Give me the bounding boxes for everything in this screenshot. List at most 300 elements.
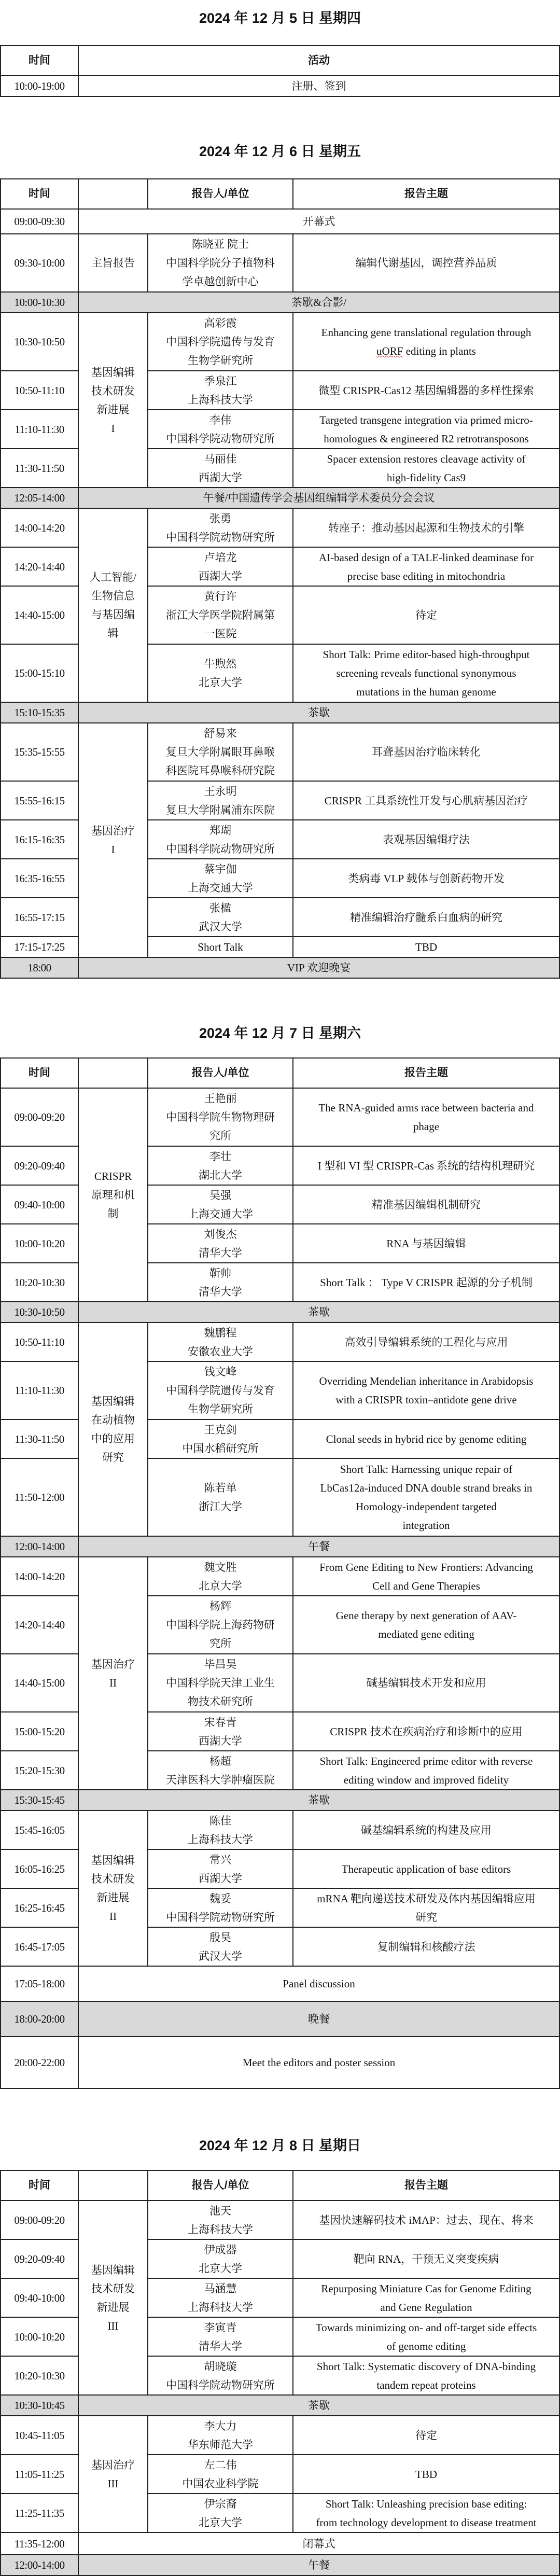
talk-row: [1, 1557, 559, 1596]
speaker-cell: [148, 410, 293, 449]
topic-line: 待定: [415, 2429, 437, 2442]
header-time: 时间: [1, 46, 78, 76]
topic-line: 微型 CRISPR-Cas12 基因编辑器的多样性探索: [318, 384, 534, 397]
time-cell: 11:10-11:30: [1, 1361, 78, 1419]
speaker-line: 上海交通大学: [188, 1207, 253, 1220]
topic-cell: [293, 820, 559, 859]
day-title-dec5: 2024 年 12 月 5 日 星期四: [199, 10, 361, 26]
session-name-line: 原理和机: [91, 1189, 135, 1201]
day-title-dec7: 2024 年 12 月 7 日 星期六: [199, 1025, 361, 1041]
topic-cell: [293, 1185, 559, 1224]
topic-cell: [293, 410, 559, 449]
speaker-line: 中国科学院动物研究所: [166, 2378, 275, 2391]
time-cell: 14:20-14:40: [1, 547, 78, 586]
time-cell: 14:00-14:20: [1, 508, 78, 547]
speaker-line: 黄行许: [204, 590, 237, 603]
activity-cell: 午餐: [78, 2555, 559, 2575]
speaker-line: 北京大学: [199, 1579, 242, 1592]
topic-line: CRISPR 技术在疾病治疗和诊断中的应用: [330, 1725, 523, 1738]
speaker-line: 究所: [209, 1637, 231, 1650]
topic-cell: [293, 1811, 559, 1849]
topic-line: LbCas12a-induced DNA double strand breaks in: [320, 1482, 533, 1494]
speaker-line: 复旦大学附属浦东医院: [166, 803, 275, 816]
header-row: [1, 2170, 559, 2201]
time-cell: 15:00-15:20: [1, 1712, 78, 1751]
speaker-line: 上海科技大学: [188, 2301, 253, 2314]
speaker-line: 季泉江: [204, 374, 237, 387]
topic-line: precise base editing in mitochondria: [347, 569, 506, 582]
speaker-cell: [148, 1654, 293, 1712]
speaker-cell: [148, 313, 293, 371]
time-cell: 09:40-10:00: [1, 1185, 78, 1224]
topic-line: of genome editing: [386, 2340, 466, 2352]
session-name-line: 新进展: [96, 2301, 130, 2314]
time-cell: 14:40-15:00: [1, 1654, 78, 1712]
speaker-cell: [148, 2494, 293, 2532]
speaker-line: 杨超: [209, 1755, 231, 1767]
topic-line: Short Talk: Systematic discovery of DNA-binding: [316, 2360, 536, 2373]
time-cell: 09:40-10:00: [1, 2278, 78, 2317]
session-name-line: 技术研发: [91, 384, 135, 397]
session-name-line: II: [109, 1676, 117, 1689]
speaker-line: 上海科技大学: [188, 2223, 253, 2236]
speaker-line: 陈佳: [209, 1814, 231, 1827]
header-topic: 报告主题: [293, 179, 559, 209]
break-row: [1, 702, 559, 723]
topic-line: Short Talk: Prime editor-based high-throughput: [323, 648, 530, 661]
speaker-line: 王艳丽: [204, 1092, 237, 1105]
time-cell: 15:00-15:10: [1, 644, 78, 702]
speaker-cell: [148, 937, 293, 957]
activity-cell: 注册、签到: [78, 76, 559, 96]
header-topic: 活动: [78, 46, 559, 76]
session-name-line: 研究: [102, 1451, 124, 1464]
day-title-dec8: 2024 年 12 月 8 日 星期日: [199, 2138, 361, 2153]
activity-cell: 茶歇&合影/: [78, 292, 559, 313]
topic-line: uORF editing in plants: [376, 345, 476, 357]
speaker-line: 武汉大学: [199, 1950, 242, 1962]
time-cell: 15:10-15:35: [1, 702, 78, 723]
topic-cell: [293, 2317, 559, 2356]
speaker-line: 伊成器: [204, 2243, 237, 2256]
time-cell: 10:30-10:50: [1, 313, 78, 371]
topic-cell: [293, 586, 559, 644]
time-cell: 09:00-09:20: [1, 1088, 78, 1146]
break-row: [1, 1536, 559, 1557]
break-row: [1, 2555, 559, 2575]
topic-line: Spacer extension restores cleavage activity of: [327, 452, 526, 465]
topic-line: 高效引导编辑系统的工程化与应用: [344, 1335, 508, 1348]
topic-line: screening reveals functional synonymous: [336, 667, 516, 679]
topic-cell: [293, 723, 559, 781]
topic-cell: [293, 1712, 559, 1751]
header-speaker: 报告人/单位: [148, 1058, 293, 1088]
topic-line: editing window and improved fidelity: [343, 1773, 509, 1786]
session-name-line: 基因编辑: [91, 1854, 135, 1867]
speaker-line: 蔡宇伽: [204, 862, 237, 875]
session-name-cell: [78, 723, 148, 957]
activity-cell: 茶歇: [78, 1302, 559, 1322]
activity-cell: 茶歇: [78, 702, 559, 723]
activity-cell: 茶歇: [78, 2395, 559, 2416]
speaker-line: 北京大学: [199, 2262, 242, 2275]
speaker-line: 马丽佳: [204, 452, 237, 465]
time-cell: 09:30-10:00: [1, 234, 78, 292]
topic-line: Short Talk ： Type V CRISPR 起源的分子机制: [320, 1276, 533, 1289]
topic-line: Towards minimizing on- and off-target side effects: [315, 2321, 537, 2334]
topic-cell: [293, 371, 559, 410]
speaker-line: 中国科学院遗传与发育: [166, 336, 275, 348]
time-cell: 14:40-15:00: [1, 586, 78, 644]
topic-cell: [293, 937, 559, 957]
talk-row: [1, 1322, 559, 1361]
time-cell: 11:25-11:35: [1, 2494, 78, 2532]
time-cell: 15:55-16:15: [1, 781, 78, 820]
session-name-line: 基因治疗: [91, 2458, 135, 2471]
activity-cell: VIP 欢迎晚宴: [78, 957, 559, 978]
session-name-line: CRISPR: [94, 1170, 132, 1182]
time-cell: 15:45-16:05: [1, 1811, 78, 1849]
speaker-line: 魏文胜: [204, 1561, 237, 1574]
speaker-line: 高彩霞: [204, 317, 237, 329]
time-cell: 16:55-17:15: [1, 898, 78, 937]
time-cell: 12:00-14:00: [1, 1536, 78, 1557]
speaker-line: 伊宗裔: [204, 2497, 237, 2510]
speaker-cell: [148, 1849, 293, 1888]
speaker-line: 吴强: [209, 1189, 231, 1202]
header-session: [78, 2170, 148, 2201]
topic-cell: [293, 1419, 559, 1458]
topic-line: Cell and Gene Therapies: [372, 1579, 480, 1592]
speaker-line: 中国科学院生物物理研: [166, 1111, 275, 1123]
header-row: [1, 1058, 559, 1088]
header-time: 时间: [1, 1058, 78, 1088]
speaker-line: 中国水稻研究所: [182, 1442, 259, 1455]
time-cell: 09:20-09:40: [1, 2239, 78, 2278]
speaker-line: 宋春青: [204, 1716, 237, 1729]
speaker-cell: [148, 1596, 293, 1654]
topic-line: mediated gene editing: [378, 1628, 474, 1640]
time-cell: 20:00-22:00: [1, 2037, 78, 2088]
time-cell: 11:50-12:00: [1, 1458, 78, 1536]
topic-cell: [293, 781, 559, 820]
time-cell: 16:35-16:55: [1, 859, 78, 898]
speaker-line: 浙江大学: [199, 1500, 242, 1513]
topic-line: Gene therapy by next generation of AAV-: [335, 1609, 517, 1622]
speaker-line: 陈晓亚 院士: [191, 238, 249, 250]
session-name-line: 新进展: [96, 1891, 130, 1904]
topic-cell: [293, 1361, 559, 1419]
time-cell: 18:00-20:00: [1, 2001, 78, 2037]
schedule-table-dec6: [0, 178, 560, 979]
speaker-line: 中国农业科学院: [182, 2477, 259, 2490]
topic-cell: [293, 313, 559, 371]
session-name-cell: [78, 1811, 148, 1966]
talk-row: [1, 2201, 559, 2239]
break-row: [1, 2001, 559, 2037]
activity-cell: 开幕式: [78, 209, 559, 234]
session-name-line: 在动植物: [91, 1414, 135, 1426]
topic-line: Enhancing gene translational regulation through: [321, 326, 531, 339]
session-name-cell: [78, 1557, 148, 1790]
session-name-cell: [78, 508, 148, 702]
topic-line: integration: [402, 1519, 450, 1531]
session-name-line: 新进展: [96, 403, 130, 416]
time-cell: 15:35-15:55: [1, 723, 78, 781]
speaker-cell: [148, 2278, 293, 2317]
topic-line: AI-based design of a TALE-linked deaminase for: [318, 551, 534, 564]
speaker-line: 武汉大学: [199, 920, 242, 933]
speaker-line: 魏妥: [209, 1892, 231, 1905]
session-name-line: II: [109, 1910, 117, 1923]
topic-cell: [293, 2416, 559, 2455]
speaker-line: 李伟: [209, 413, 231, 426]
speaker-line: 湖北大学: [199, 1168, 242, 1181]
speaker-cell: [148, 1751, 293, 1790]
topic-line: 精准基因编辑机制研究: [372, 1198, 481, 1211]
break-row: [1, 2395, 559, 2416]
time-cell: 12:00-14:00: [1, 2555, 78, 2575]
speaker-line: 北京大学: [199, 2516, 242, 2529]
topic-line: TBD: [415, 2468, 437, 2481]
time-cell: 11:30-11:50: [1, 1419, 78, 1458]
speaker-cell: [148, 2455, 293, 2494]
speaker-cell: [148, 2416, 293, 2455]
topic-line: I 型和 VI 型 CRISPR-Cas 系统的结构机理研究: [317, 1159, 535, 1172]
session-name-line: 基因治疗: [91, 825, 135, 837]
speaker-line: 刘俊杰: [204, 1228, 237, 1241]
topic-cell: [293, 2494, 559, 2532]
topic-line: 靶向 RNA，干预无义突变疾病: [353, 2252, 499, 2265]
schedule-table-dec8: [0, 2170, 560, 2576]
topic-cell: [293, 1224, 559, 1263]
time-cell: 10:30-10:45: [1, 2395, 78, 2416]
topic-line: Short Talk: Unleashing precision base editing:: [325, 2497, 527, 2510]
speaker-line: 上海交通大学: [188, 881, 253, 894]
speaker-line: 浙江大学医学院附属第: [166, 609, 275, 621]
event-row: [1, 2532, 559, 2555]
speaker-line: 张楹: [209, 901, 231, 914]
talk-row: [1, 2416, 559, 2455]
topic-cell: [293, 1927, 559, 1966]
speaker-cell: [148, 1419, 293, 1458]
talk-row: [1, 508, 559, 547]
session-name-line: 辑: [107, 627, 119, 639]
topic-line: 复制编辑和核酸疗法: [377, 1940, 475, 1953]
activity-cell: 晚餐: [78, 2001, 559, 2037]
time-cell: 10:50-11:10: [1, 371, 78, 410]
topic-line: phage: [413, 1120, 440, 1133]
time-cell: 10:00-10:20: [1, 1224, 78, 1263]
speaker-line: 西湖大学: [199, 569, 242, 582]
session-name-line: 基因编辑: [91, 366, 135, 379]
speaker-cell: [148, 2356, 293, 2395]
topic-cell: [293, 1322, 559, 1361]
topic-line: 耳聋基因治疗临床转化: [372, 746, 481, 758]
time-cell: 15:30-15:45: [1, 1790, 78, 1811]
speaker-cell: [148, 723, 293, 781]
time-cell: 16:05-16:25: [1, 1849, 78, 1888]
speaker-line: 物技术研究所: [188, 1695, 253, 1708]
topic-line: Therapeutic application of base editors: [341, 1862, 511, 1875]
time-cell: 16:45-17:05: [1, 1927, 78, 1966]
topic-line: tandem repeat proteins: [376, 2378, 476, 2391]
break-row: [1, 292, 559, 313]
speaker-cell: [148, 1146, 293, 1185]
topic-line: Homology-independent targeted: [356, 1500, 497, 1513]
speaker-line: 张勇: [209, 512, 231, 525]
session-name-cell: [78, 313, 148, 488]
topic-line: high-fidelity Cas9: [386, 471, 466, 484]
topic-line: 转座子：推动基因起源和生物技术的引擎: [328, 521, 524, 534]
topic-line: 基因快速解码技术 iMAP：过去、现在、将来: [319, 2213, 534, 2226]
session-name-cell: [78, 2201, 148, 2395]
session-name-line: 基因治疗: [91, 1658, 135, 1670]
speaker-cell: [148, 644, 293, 702]
talk-row: [1, 1088, 559, 1146]
speaker-line: 中国科学院天津工业生: [166, 1677, 275, 1689]
talk-row: [1, 723, 559, 781]
time-cell: 15:20-15:30: [1, 1751, 78, 1790]
speaker-line: 中国科学院遗传与发育: [166, 1384, 275, 1397]
break-row: [1, 1790, 559, 1811]
session-name-line: III: [107, 2319, 119, 2332]
speaker-line: 李寅青: [204, 2321, 237, 2334]
session-name-cell: [78, 2416, 148, 2532]
topic-cell: [293, 1146, 559, 1185]
speaker-line: 卢培龙: [204, 551, 237, 564]
time-cell: 12:05-14:00: [1, 488, 78, 508]
speaker-line: Short Talk: [198, 941, 243, 953]
time-cell: 16:15-16:35: [1, 820, 78, 859]
topic-line: and Gene Regulation: [380, 2301, 472, 2314]
speaker-line: 西湖大学: [199, 471, 242, 484]
session-name-line: I: [111, 422, 115, 435]
topic-line: 研究: [415, 1911, 437, 1924]
day-title-dec6: 2024 年 12 月 6 日 星期五: [199, 144, 361, 159]
speaker-line: 科医院耳鼻喉科研究院: [166, 764, 275, 777]
speaker-cell: [148, 2239, 293, 2278]
topic-line: Targeted transgene integration via primed micro-: [319, 413, 533, 426]
speaker-line: 李壮: [209, 1150, 231, 1163]
session-name-line: III: [107, 2477, 119, 2490]
speaker-line: 胡晓璇: [204, 2360, 237, 2373]
speaker-cell: [148, 1322, 293, 1361]
speaker-line: 中国科学院分子植物科: [166, 257, 275, 269]
topic-line: 碱基编辑系统的构建及应用: [361, 1823, 492, 1836]
speaker-cell: [148, 1185, 293, 1224]
topic-cell: [293, 2201, 559, 2239]
speaker-line: 陈若单: [204, 1482, 237, 1494]
speaker-cell: [148, 1361, 293, 1419]
speaker-line: 中国科学院动物研究所: [166, 1911, 275, 1924]
time-cell: 10:30-10:50: [1, 1302, 78, 1322]
topic-cell: [293, 898, 559, 937]
session-name-line: 制: [107, 1207, 119, 1220]
schedule-table-dec7: [0, 1057, 560, 2089]
speaker-line: 郑瑚: [209, 824, 231, 837]
topic-line: Overriding Mendelian inheritance in Arabidopsis: [319, 1375, 534, 1387]
header-row: [1, 46, 559, 76]
event-row: [1, 76, 559, 96]
speaker-line: 马涵慧: [204, 2282, 237, 2295]
topic-line: 碱基编辑技术开发和应用: [366, 1677, 486, 1689]
header-topic: 报告主题: [293, 1058, 559, 1088]
topic-cell: [293, 547, 559, 586]
speaker-line: 复旦大学附属眼耳鼻喉: [166, 746, 275, 758]
session-name-line: 基因编辑: [91, 1395, 135, 1408]
time-cell: 11:30-11:50: [1, 449, 78, 488]
session-name-line: 与基因编: [91, 608, 135, 621]
speaker-cell: [148, 1888, 293, 1927]
speaker-line: 清华大学: [199, 1285, 242, 1298]
speaker-line: 上海科技大学: [188, 393, 253, 406]
speaker-line: 安徽农业大学: [188, 1345, 253, 1358]
topic-cell: [293, 1751, 559, 1790]
speaker-cell: [148, 1557, 293, 1596]
topic-cell: [293, 508, 559, 547]
activity-cell: Meet the editors and poster session: [78, 2037, 559, 2088]
header-topic: 报告主题: [293, 2170, 559, 2201]
speaker-cell: [148, 547, 293, 586]
time-cell: 18:00: [1, 957, 78, 978]
session-name-line: 技术研发: [91, 2282, 135, 2295]
time-cell: 10:00-10:30: [1, 292, 78, 313]
time-cell: 10:20-10:30: [1, 1263, 78, 1302]
speaker-line: 舒易来: [204, 727, 237, 740]
speaker-cell: [148, 2201, 293, 2239]
break-row: [1, 488, 559, 508]
speaker-line: 西湖大学: [199, 1734, 242, 1747]
speaker-line: 杨辉: [209, 1600, 231, 1612]
topic-line: with a CRISPR toxin–antidote gene drive: [335, 1394, 517, 1406]
header-speaker: 报告人/单位: [148, 179, 293, 209]
topic-cell: [293, 2455, 559, 2494]
speaker-cell: [148, 781, 293, 820]
topic-cell: [293, 1458, 559, 1536]
time-cell: 14:20-14:40: [1, 1596, 78, 1654]
speaker-cell: [148, 1224, 293, 1263]
time-cell: 11:35-12:00: [1, 2532, 78, 2555]
speaker-line: 池天: [209, 2204, 231, 2217]
header-time: 时间: [1, 179, 78, 209]
speaker-cell: [148, 2317, 293, 2356]
time-cell: 17:15-17:25: [1, 937, 78, 957]
speaker-line: 天津医科大学肿瘤医院: [166, 1773, 275, 1786]
speaker-line: 清华大学: [199, 2340, 242, 2352]
topic-line: The RNA-guided arms race between bacteria and: [318, 1102, 534, 1114]
topic-line: Repurposing Miniature Cas for Genome Editing: [321, 2282, 531, 2295]
spellcheck-mark: uORF: [376, 345, 403, 357]
event-row: [1, 209, 559, 234]
topic-cell: [293, 2278, 559, 2317]
speaker-cell: [148, 820, 293, 859]
speaker-line: 左二伟: [204, 2458, 237, 2471]
topic-line: homologues & engineered R2 retrotransposons: [324, 432, 529, 445]
session-name-cell: [78, 1322, 148, 1536]
header-session: [78, 179, 148, 209]
speaker-line: 魏鹏程: [204, 1326, 237, 1339]
speaker-line: 中国科学院上海药物研: [166, 1619, 275, 1631]
speaker-cell: [148, 1088, 293, 1146]
speaker-cell: [148, 234, 293, 292]
topic-cell: [293, 1654, 559, 1712]
talk-row: [1, 313, 559, 371]
topic-cell: 编辑代谢基因，调控营养品质: [293, 234, 559, 292]
activity-cell: 午餐: [78, 1536, 559, 1557]
session-name-line: 技术研发: [91, 1873, 135, 1885]
speaker-cell: [148, 508, 293, 547]
